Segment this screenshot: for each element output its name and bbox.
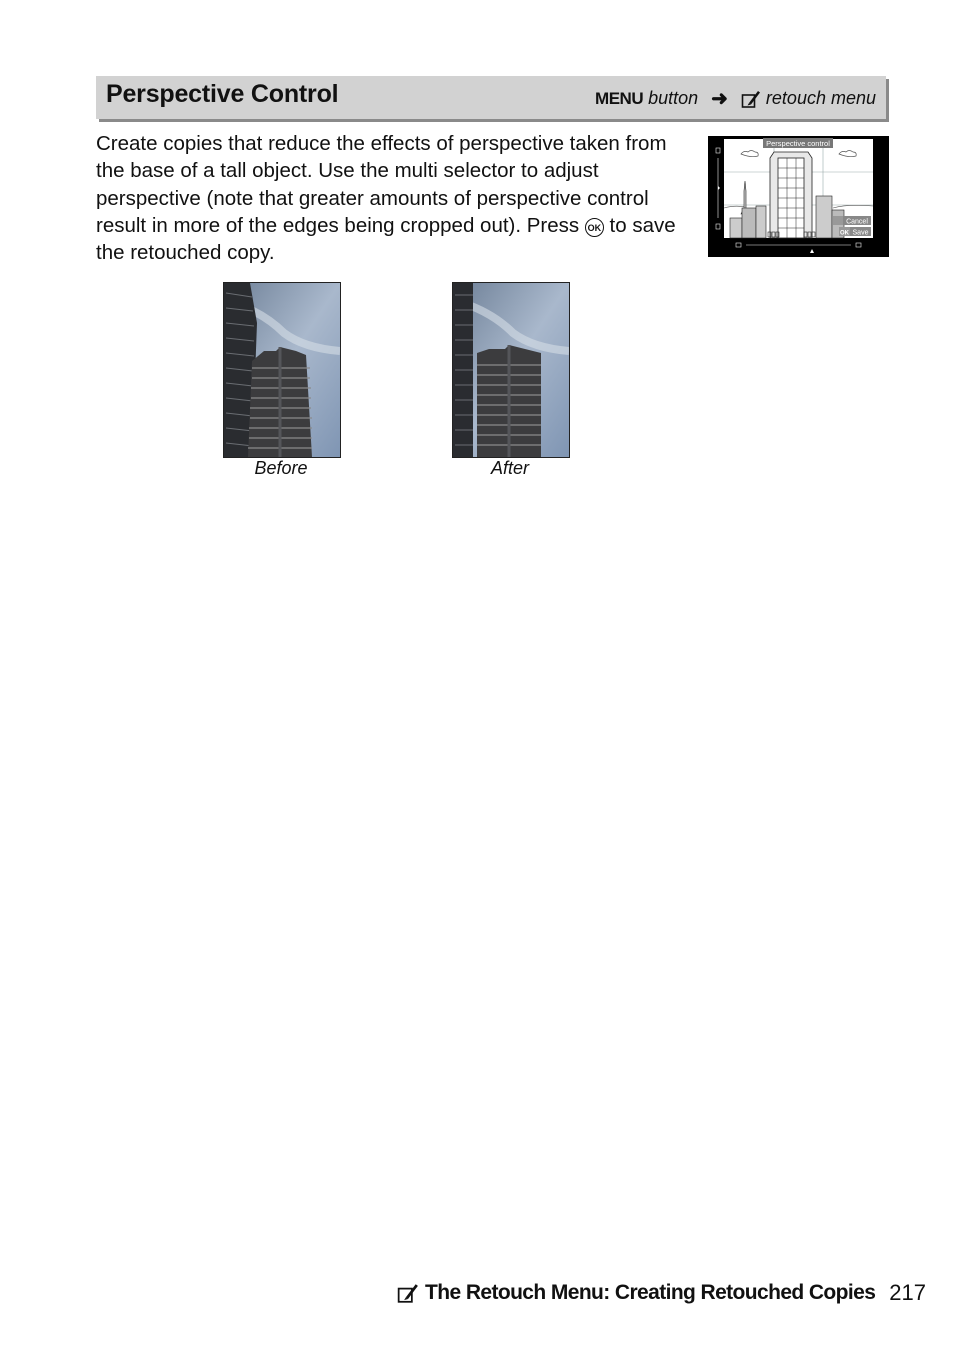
screen-title: Perspective control — [766, 139, 830, 148]
description-part-1: Create copies that reduce the effects of perspective taken from the base of a tall object. Use the multi selector to adjust perspective (note that greater amounts of perspective control result in more of the edges being cropped out). Press — [96, 132, 667, 237]
before-photo — [223, 282, 341, 458]
after-photo — [452, 282, 570, 458]
description-text — [96, 130, 696, 266]
menu-button-label: MENU — [595, 88, 644, 108]
description-part-2: to save the retouched copy. — [96, 213, 676, 265]
screen-cancel-label: Cancel — [846, 218, 868, 226]
after-caption: After — [490, 458, 529, 478]
screen-ok-key: OK — [840, 230, 849, 237]
camera-screen-illustration — [708, 136, 889, 257]
section-title: Perspective Control — [106, 80, 339, 108]
arrow-icon: ➜ — [711, 88, 728, 110]
button-word: button — [648, 88, 699, 108]
section-header — [96, 76, 886, 119]
page-number: 217 — [889, 1280, 926, 1305]
footer-chapter-title: The Retouch Menu: Creating Retouched Copies — [425, 1281, 876, 1304]
before-caption: Before — [254, 458, 308, 478]
retouch-icon — [741, 89, 761, 109]
screen-save-label: Save — [852, 229, 869, 237]
menu-path — [595, 86, 876, 111]
retouch-menu-label: retouch menu — [765, 88, 876, 108]
perspective-control-screen — [708, 136, 889, 257]
ok-button-icon: OK — [585, 218, 604, 237]
retouch-icon — [397, 1282, 419, 1304]
page-footer — [397, 1280, 926, 1306]
